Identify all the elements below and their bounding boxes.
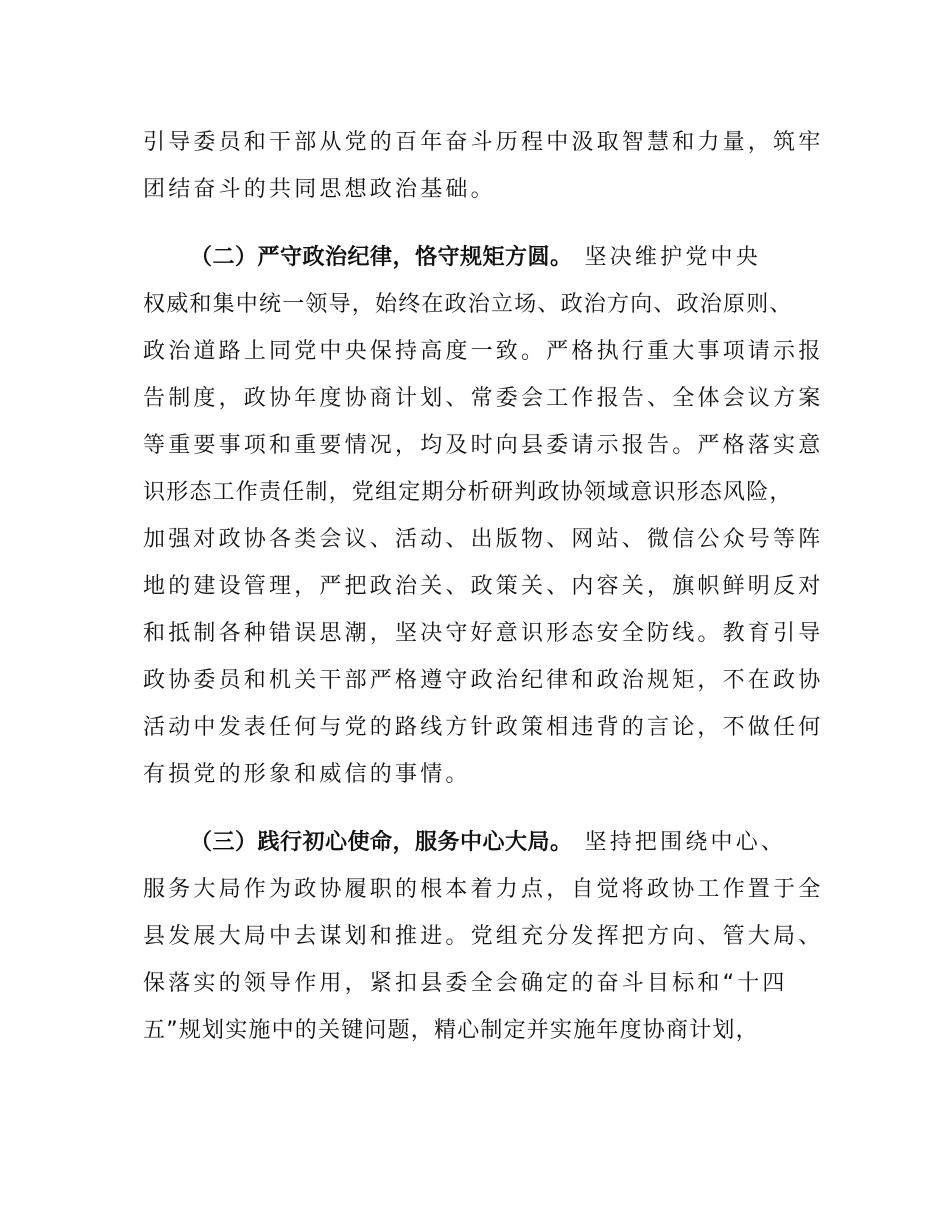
body-text-line: 权威和集中统一领导，始终在政治立场、政治方向、政治原则、 [143,292,793,317]
body-text-line: 告制度，政协年度协商计划、常委会工作报告、全体会议方案 [143,386,824,411]
body-text-line: 等重要事项和重要情况，均及时向县委请示报告。严格落实意 [143,433,824,458]
body-text-line: 引导委员和干部从党的百年奋斗历程中汲取智慧和力量，筑牢 [143,130,824,155]
body-text: 坚决维护党中央 [584,245,761,270]
body-text-line: 识形态工作责任制，党组定期分析研判政协领域意识形态风险， [143,480,793,505]
paragraph-first-line [190,243,761,273]
body-text-line: 有损党的形象和威信的事情。 [143,762,471,787]
body-text-line: 团结奋斗的共同思想政治基础。 [143,177,496,202]
body-text-line: 服务大局作为政协履职的根本着力点，自觉将政协工作置于全 [143,877,824,902]
section-heading: （三）践行初心使命，服务中心大局。 [190,830,573,855]
paragraph-first-line [190,828,786,858]
body-text-line: 加强对政协各类会议、活动、出版物、网站、微信公众号等阵 [143,527,824,552]
body-text-line: 政治道路上同党中央保持高度一致。严格执行重大事项请示报 [143,339,824,364]
body-text-line: 活动中发表任何与党的路线方针政策相违背的言论，不做任何 [143,715,824,740]
body-text-line: 保落实的领导作用，紧扣县委全会确定的奋斗目标和“十四 [143,971,788,996]
body-text-line: 地的建设管理，严把政治关、政策关、内容关，旗帜鲜明反对 [143,574,824,599]
body-text-line: 五”规划实施中的关键问题，精心制定并实施年度协商计划， [143,1018,759,1043]
body-text: 坚持把围绕中心、 [584,830,787,855]
body-text-line: 和抵制各种错误思潮，坚决守好意识形态安全防线。教育引导 [143,621,824,646]
body-text-line: 政协委员和机关干部严格遵守政治纪律和政治规矩，不在政协 [143,668,824,693]
body-text-line: 县发展大局中去谋划和推进。党组充分发挥把方向、管大局、 [143,924,824,949]
section-heading: （二）严守政治纪律，恪守规矩方圆。 [190,245,573,270]
